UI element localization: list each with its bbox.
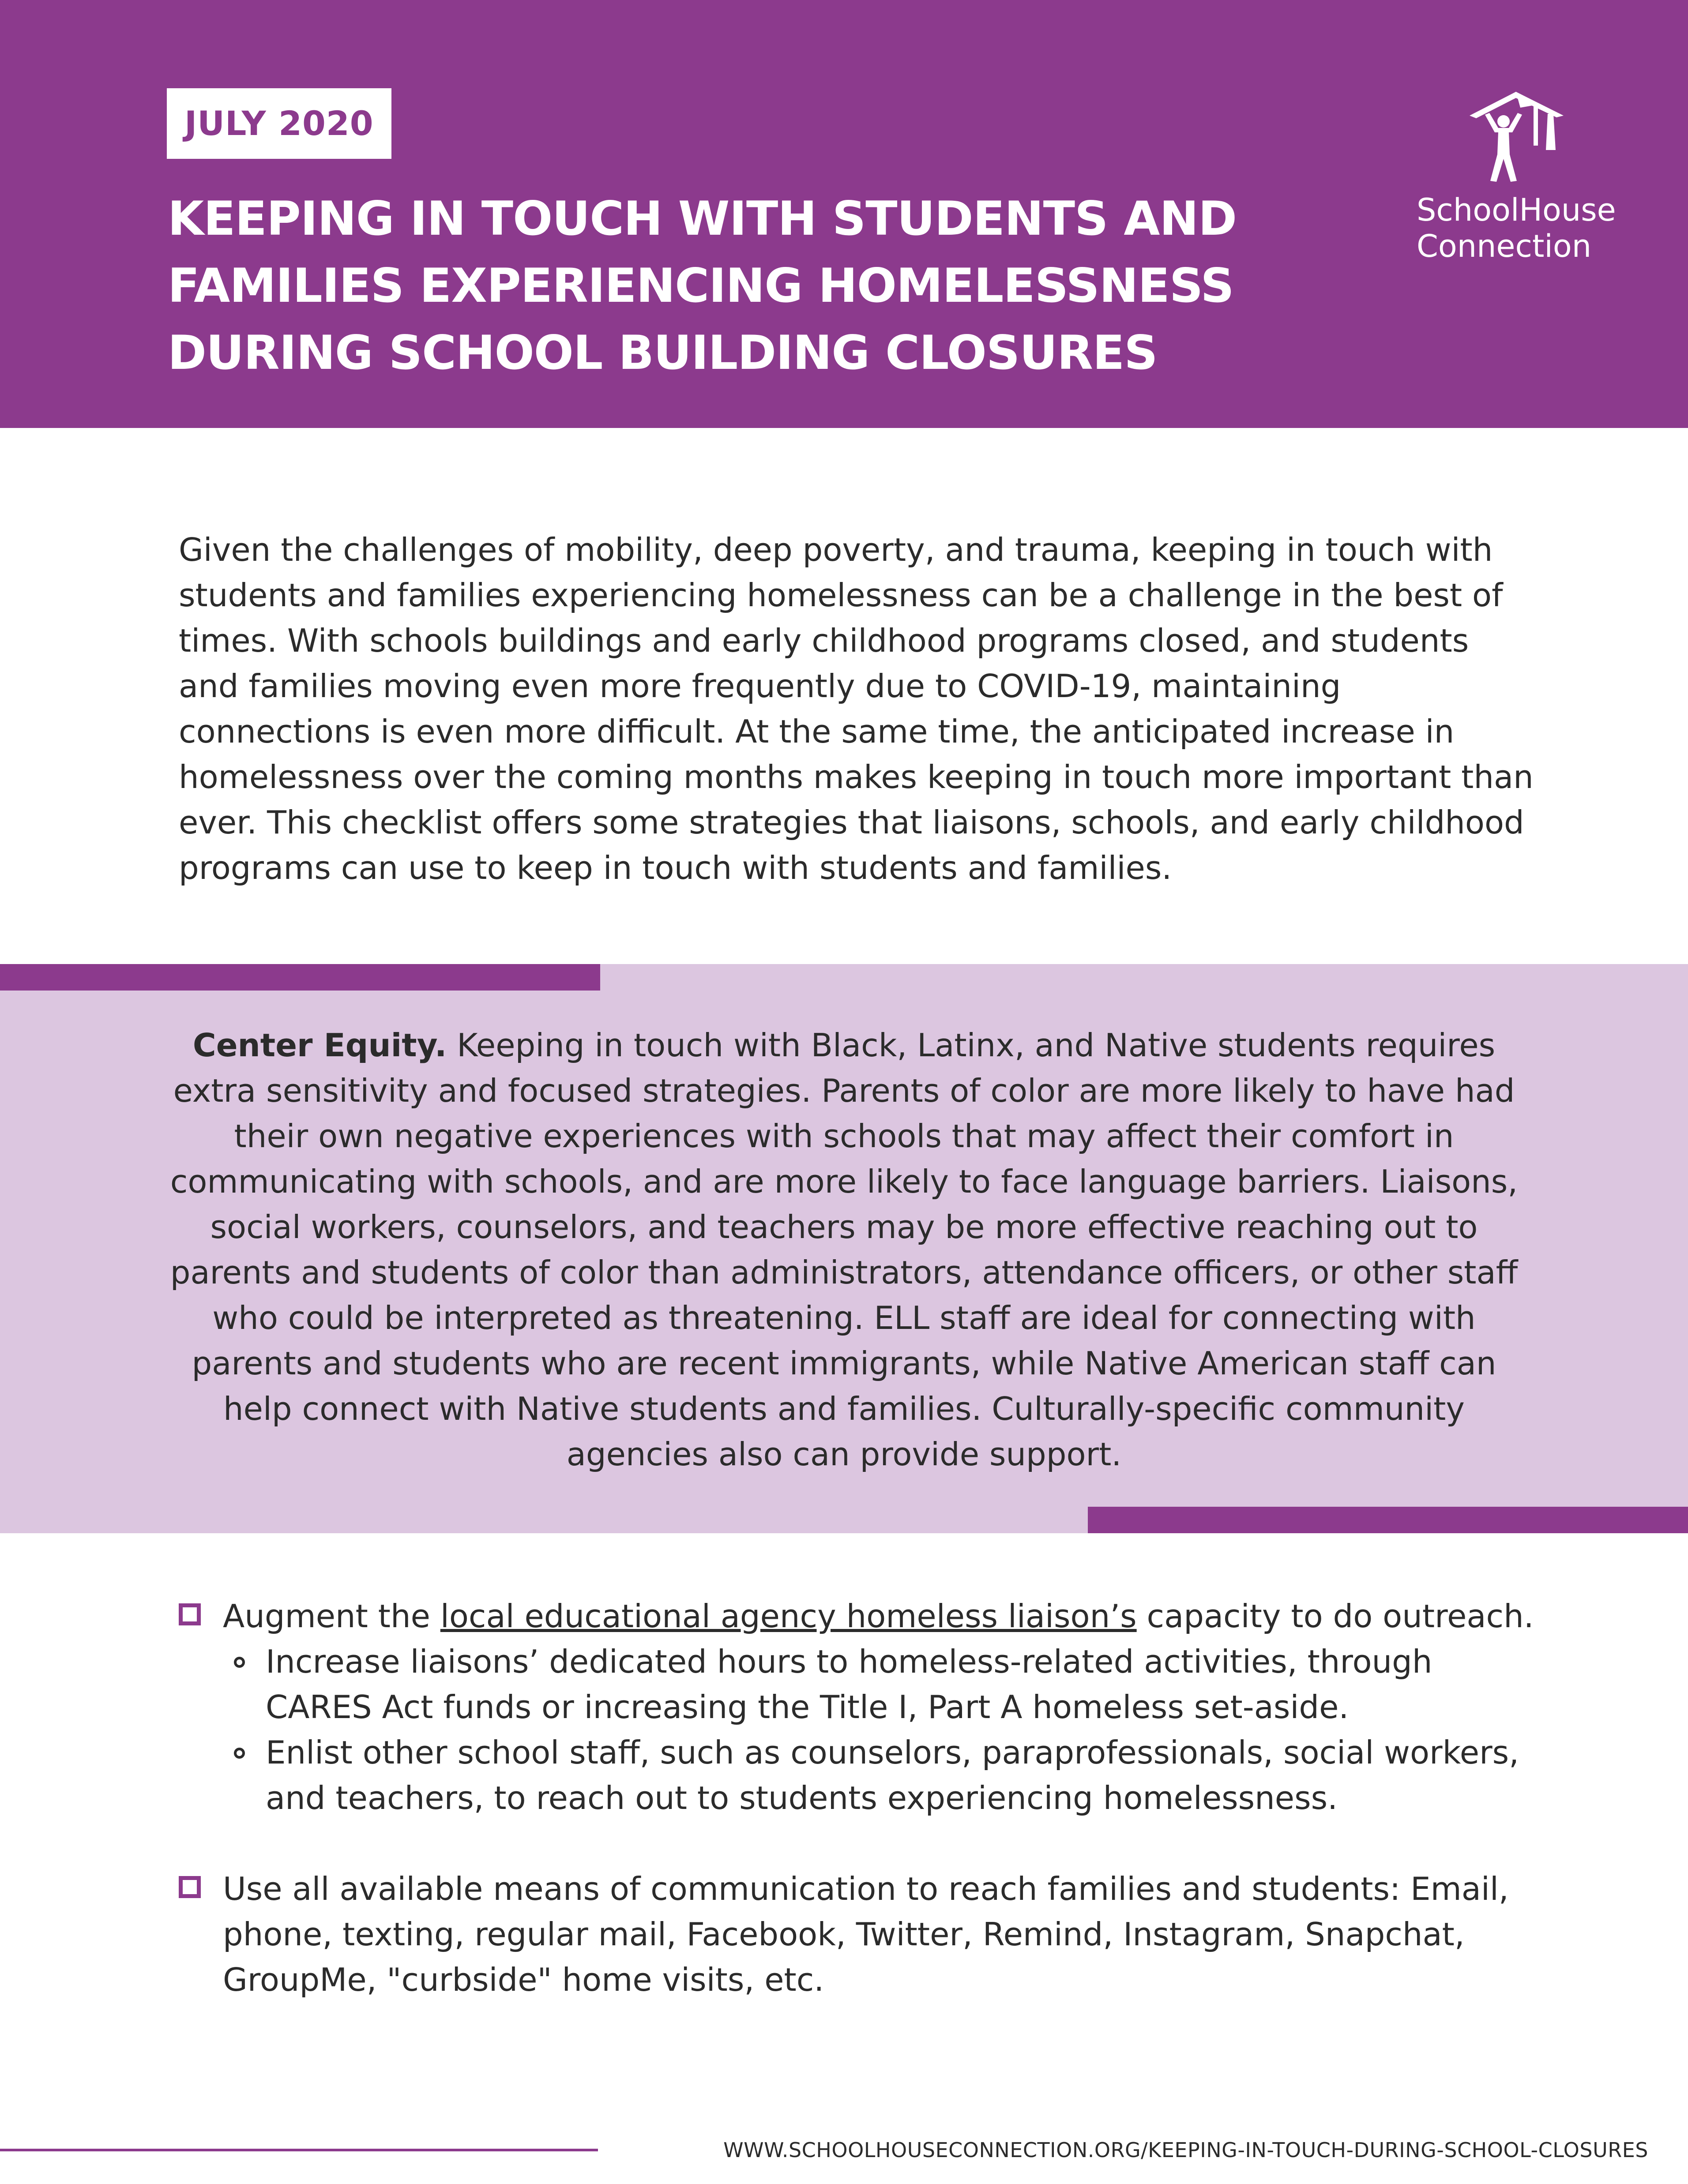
sub-list-item-text: Increase liaisons’ dedicated hours to homeless-related activities, through CARES Act funds or increasing the Title I, Part A homeless set-aside. xyxy=(266,1643,1432,1726)
checklist-item-text: Use all available means of communication to reach families and students: Email, phone, texting, regular mail, Facebook, Twitter, Remind, Instagram, Snapchat, GroupMe, "curbside" home visits, etc. xyxy=(223,1870,1509,1998)
sub-list xyxy=(223,1639,1547,1821)
checklist xyxy=(179,1594,1547,2003)
liaison-link[interactable]: local educational agency homeless liaison’s xyxy=(440,1598,1137,1635)
checklist-item xyxy=(179,1594,1547,1821)
sub-list-item xyxy=(223,1639,1547,1730)
footer-url[interactable]: WWW.SCHOOLHOUSECONNECTION.ORG/KEEPING-IN-TOUCH-DURING-SCHOOL-CLOSURES xyxy=(723,2138,1648,2162)
checklist-item xyxy=(179,1866,1547,2003)
checklist-item-prefix: Augment the xyxy=(223,1598,440,1635)
sub-list-item xyxy=(223,1730,1547,1821)
header-banner xyxy=(0,0,1688,428)
checklist-item-suffix: capacity to do outreach. xyxy=(1136,1598,1534,1635)
checklist-item-text xyxy=(223,1594,1547,1639)
logo-text xyxy=(1417,192,1620,264)
callout-accent-bar-top xyxy=(0,964,600,991)
intro-paragraph: Given the challenges of mobility, deep poverty, and trauma, keeping in touch with students and families experiencing homelessness can be a challenge in the best of times. With schools buildings and early childhood programs closed, and students and families moving even more frequently due to COVID-19, maintaining connections is even more difficult. At the same time, the anticipated increase in homelessness over the coming months makes keeping in touch more important than ever. This checklist offers some strategies that liaisons, schools, and early childhood programs can use to keep in touch with students and families. xyxy=(179,531,1534,886)
circle-bullet-icon xyxy=(234,1657,245,1668)
page-title: KEEPING IN TOUCH WITH STUDENTS AND FAMILIES EXPERIENCING HOMELESSNESS DURING SCHOOL BUILDING CLOSURES xyxy=(168,191,1237,380)
sub-list-item-text: Enlist other school staff, such as counselors, paraprofessionals, social workers, and teachers, to reach out to students experiencing homelessness. xyxy=(266,1734,1519,1816)
circle-bullet-icon xyxy=(234,1748,245,1759)
checkbox[interactable] xyxy=(179,1603,201,1625)
equity-body: Keeping in touch with Black, Latinx, and Native students requires extra sensitivity and focused strategies. Parents of color are more likely to have had their own negative experiences with schools that may affect their comfort in communicating with schools, and are more likely to face language barriers. Liaisons, social workers, counselors, and teachers may be more effective reaching out to parents and students of color than administrators, attendance officers, or other staff who could be interpreted as threatening. ELL staff are ideal for connecting with parents and students who are recent immigrants, while Native American staff can help connect with Native students and families. Culturally-specific community agencies also can provide support. xyxy=(170,1027,1518,1473)
checkbox[interactable] xyxy=(179,1876,201,1898)
equity-heading: Center Equity. xyxy=(192,1027,447,1064)
logo-text-line2: Connection xyxy=(1417,228,1592,264)
schoolhouse-connection-logo xyxy=(1412,88,1620,274)
footer-rule xyxy=(0,2149,598,2151)
logo-text-line1: SchoolHouse xyxy=(1417,192,1616,228)
house-figure-icon xyxy=(1463,88,1569,190)
callout-accent-bar-bottom xyxy=(1088,1507,1688,1533)
date-badge: JULY 2020 xyxy=(167,88,391,159)
equity-text xyxy=(168,1023,1520,1477)
